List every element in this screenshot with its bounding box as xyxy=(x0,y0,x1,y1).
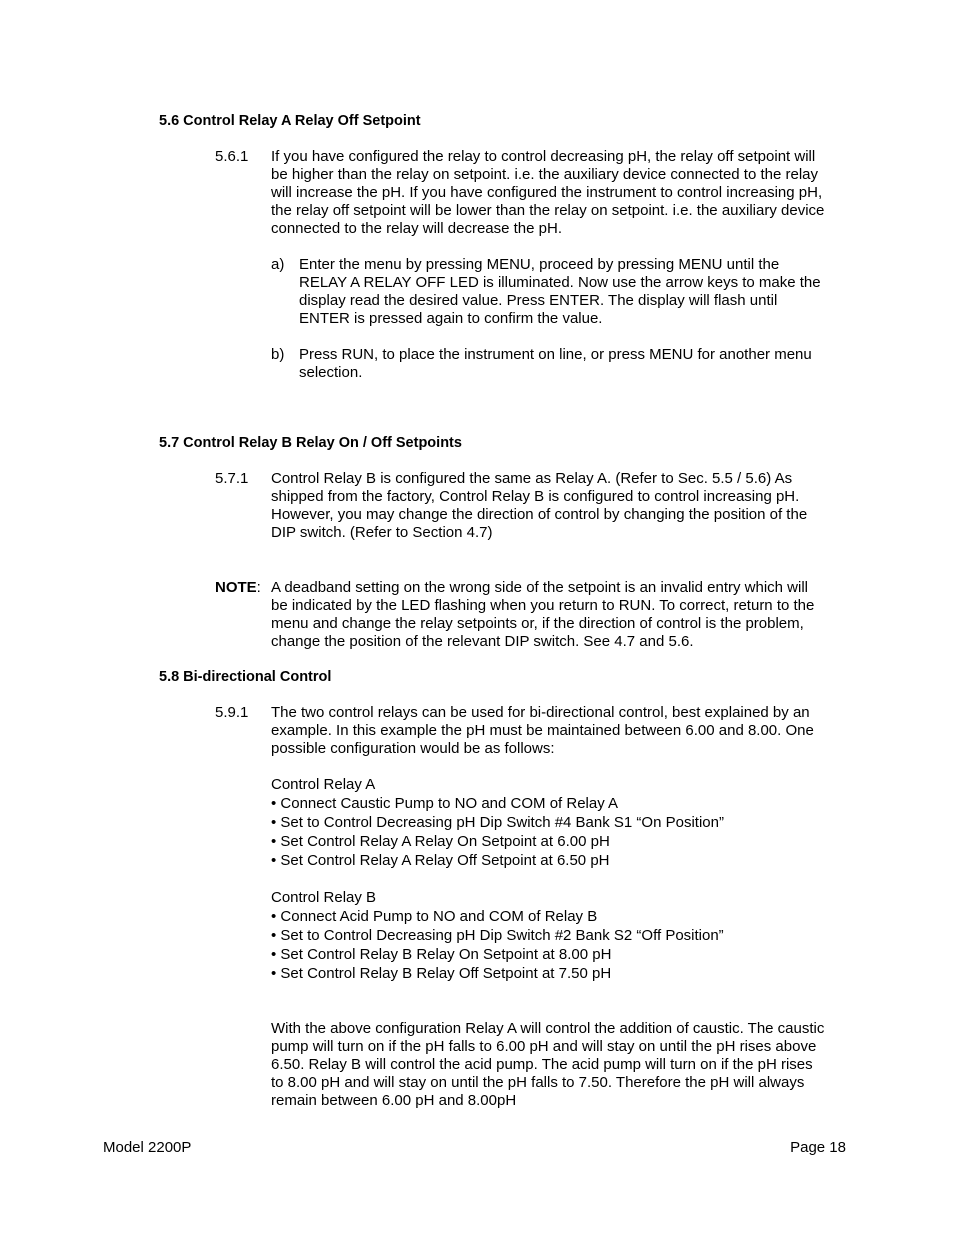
list-item: • Connect Acid Pump to NO and COM of Relay B xyxy=(271,908,598,925)
para-number-5-9-1: 5.9.1 xyxy=(215,704,249,721)
text-line: The two control relays can be used for bi-directional control, best explained by an xyxy=(271,704,810,721)
text-line: However, you may change the direction of control by changing the position of the xyxy=(271,506,808,523)
footer-page-number: Page 18 xyxy=(790,1139,846,1156)
section-heading-5-6: 5.6 Control Relay A Relay Off Setpoint xyxy=(159,113,421,129)
section-heading-5-7: 5.7 Control Relay B Relay On / Off Setpoints xyxy=(159,435,462,451)
text-line: A deadband setting on the wrong side of the setpoint is an invalid entry which will xyxy=(271,579,808,596)
text-line: RELAY A RELAY OFF LED is illuminated. Now use the arrow keys to make the xyxy=(299,274,821,291)
list-item: • Set Control Relay B Relay Off Setpoint at 7.50 pH xyxy=(271,965,612,982)
text-line: pump will turn on if the pH falls to 6.00 pH and will stay on until the pH rises above xyxy=(271,1038,817,1055)
list-item: • Set Control Relay A Relay Off Setpoint at 6.50 pH xyxy=(271,852,610,869)
text-line: If you have configured the relay to control decreasing pH, the relay off setpoint will xyxy=(271,148,816,165)
text-line: change the position of the relevant DIP switch. See 4.7 and 5.6. xyxy=(271,633,694,650)
note-colon: : xyxy=(256,579,261,596)
footer-model: Model 2200P xyxy=(103,1139,192,1156)
text-line: menu and change the relay setpoints or, if the direction of control is the problem, xyxy=(271,615,804,632)
text-line: Press RUN, to place the instrument on line, or press MENU for another menu xyxy=(299,346,812,363)
text-line: connected to the relay will decrease the pH. xyxy=(271,220,562,237)
text-line: With the above configuration Relay A will control the addition of caustic. The caustic xyxy=(271,1020,825,1037)
list-item: • Set to Control Decreasing pH Dip Switch #2 Bank S2 “Off Position” xyxy=(271,927,724,944)
para-number-5-6-1: 5.6.1 xyxy=(215,148,249,165)
list-item: • Set Control Relay A Relay On Setpoint at 6.00 pH xyxy=(271,833,610,850)
text-line: be indicated by the LED flashing when you return to RUN. To correct, return to the xyxy=(271,597,815,614)
text-line: shipped from the factory, Control Relay B is configured to control increasing pH. xyxy=(271,488,800,505)
list-item: • Connect Caustic Pump to NO and COM of Relay A xyxy=(271,795,619,812)
text-line: remain between 6.00 pH and 8.00pH xyxy=(271,1092,517,1109)
text-line: will increase the pH. If you have configured the instrument to control increasing pH, xyxy=(271,184,823,201)
text-line: Enter the menu by pressing MENU, proceed by pressing MENU until the xyxy=(299,256,780,273)
list-item: • Set to Control Decreasing pH Dip Switch #4 Bank S1 “On Position” xyxy=(271,814,724,831)
text-line: example. In this example the pH must be maintained between 6.00 and 8.00. One xyxy=(271,722,814,739)
text-line: the relay off setpoint will be lower than the relay on setpoint. i.e. the auxiliary device xyxy=(271,202,825,219)
text-line: ENTER is pressed again to confirm the value. xyxy=(299,310,603,327)
text-line: to 8.00 pH and will stay on until the pH falls to 7.50. Therefore the pH will always xyxy=(271,1074,805,1091)
text-line: be higher than the relay on setpoint. i.e. the auxiliary device connected to the relay xyxy=(271,166,819,183)
section-heading-5-8: 5.8 Bi-directional Control xyxy=(159,669,332,685)
note-label xyxy=(215,579,261,596)
relay-a-title: Control Relay A xyxy=(271,776,376,793)
text-line: selection. xyxy=(299,364,363,381)
list-item: • Set Control Relay B Relay On Setpoint at 8.00 pH xyxy=(271,946,612,963)
step-label-b: b) xyxy=(271,346,285,363)
step-label-a: a) xyxy=(271,256,285,273)
note-label-text: NOTE xyxy=(215,579,257,596)
text-line: possible configuration would be as follows: xyxy=(271,740,555,757)
text-line: DIP switch. (Refer to Section 4.7) xyxy=(271,524,493,541)
relay-b-title: Control Relay B xyxy=(271,889,377,906)
text-line: 6.50. Relay B will control the acid pump. The acid pump will turn on if the pH rises xyxy=(271,1056,813,1073)
text-line: display read the desired value. Press ENTER. The display will flash until xyxy=(299,292,778,309)
text-line: Control Relay B is configured the same as Relay A. (Refer to Sec. 5.5 / 5.6) As xyxy=(271,470,793,487)
para-number-5-7-1: 5.7.1 xyxy=(215,470,249,487)
